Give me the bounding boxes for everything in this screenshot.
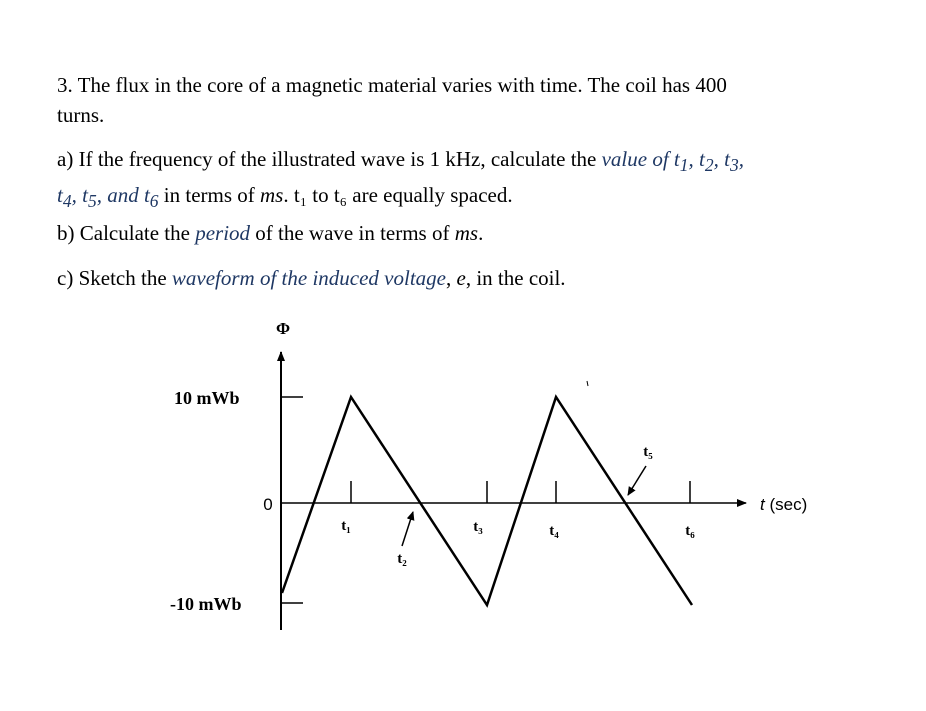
tick-label-t4: t₄ (549, 523, 559, 539)
part-c-tail: , in the coil. (465, 266, 566, 290)
min-flux-label: -10 mWb (170, 594, 242, 614)
part-b-text2: of the wave in terms of (255, 221, 450, 245)
part-b-period: period (195, 221, 251, 245)
tick-label-t1: t₁ (341, 518, 351, 534)
tick-label-t3: t₃ (473, 519, 483, 535)
stray-mark (587, 381, 588, 386)
part-b-text1: Calculate the (79, 221, 190, 245)
part-a: a) If the frequency of the illustrated wave is 1 kHz, calculate the value of $t_1$, $t_2$, $t_3$, $t_4$, $t_5$, and $t_6$ in terms of ms. t₁ to t₆ are equally spaced. (57, 147, 744, 212)
part-c-waveform: waveform of the induced voltage (171, 266, 446, 290)
part-b-ms: ms (454, 221, 479, 245)
part-a-in-terms: in terms of (163, 183, 255, 208)
part-b-tail: . (478, 221, 484, 245)
question-intro-text-cont: turns. (57, 103, 105, 127)
max-flux-label: 10 mWb (174, 388, 240, 408)
tick-label-t6: t₆ (685, 523, 695, 539)
origin-zero-label: 0 (263, 495, 273, 514)
part-c-comma: , (446, 266, 452, 290)
question-number: 3. (57, 73, 73, 97)
part-a-text: If the frequency of the illustrated wave is 1 kHz, calculate the (78, 147, 597, 171)
part-a-emphasis: value of $t_1$, $t_2$, $t_3$, $t_4$, $t_5$, and $t_6$ (57, 147, 744, 212)
t5-pointer-arrow (628, 466, 646, 495)
tick-label-t5: t₅ (643, 444, 653, 460)
part-a-label: a) (57, 147, 74, 171)
part-b-label: b) (57, 221, 75, 245)
part-a-ms: ms (260, 183, 284, 208)
t2-pointer-arrow (402, 512, 413, 546)
part-c-e: e (456, 266, 466, 290)
question-intro-text: The flux in the core of a magnetic material varies with time. The coil has 400 (77, 73, 727, 97)
x-axis-label: t (sec) (760, 495, 808, 514)
tick-label-t2: t₂ (397, 551, 407, 567)
part-a-tail: t₁ to t₆ are equally spaced. (293, 183, 513, 208)
part-c-label: c) (57, 266, 74, 290)
y-axis-label: Φ (275, 319, 291, 338)
part-c-text1: Sketch the (78, 266, 167, 290)
